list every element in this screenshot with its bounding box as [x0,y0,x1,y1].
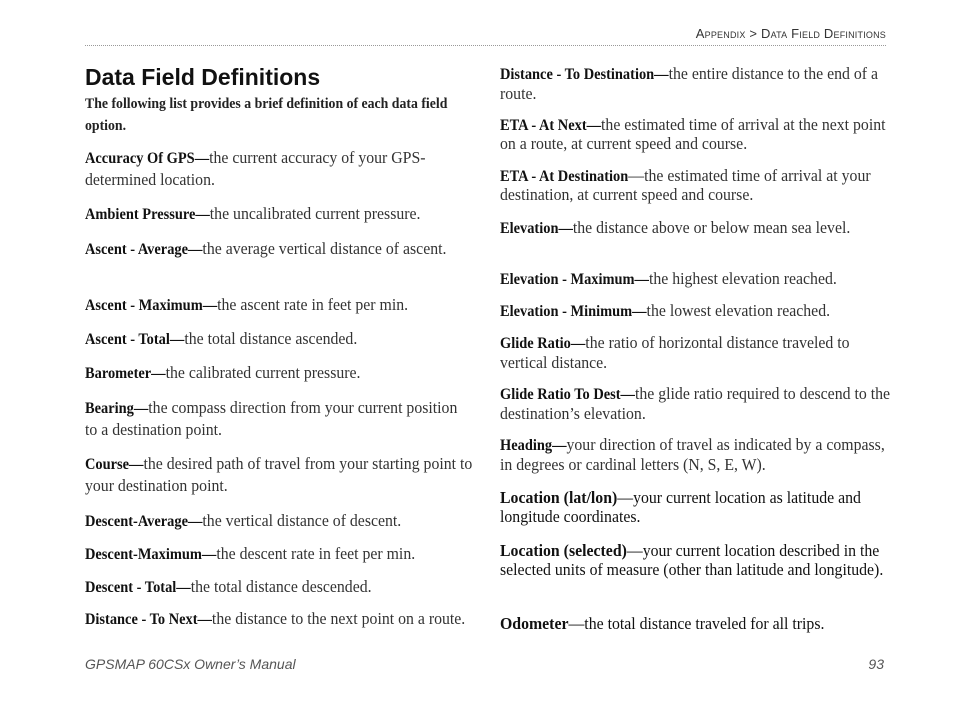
definition-text: the total distance ascended. [184,329,358,348]
definition-term: Location (selected) [500,541,627,560]
definition-entry [85,397,475,440]
running-header-breadcrumb: Appendix > Data Field Definitions [695,26,886,41]
definition-term: Ambient Pressure— [85,206,210,223]
definition-term: Heading— [500,437,567,454]
definition-text: the uncalibrated current pressure. [209,204,421,223]
definition-entry [85,609,475,629]
definition-entry [85,147,475,190]
definition-entry [85,453,475,496]
definition-text: the distance above or below mean sea level. [572,218,851,237]
definition-text: the ratio of horizontal distance traveled to vertical distance. [500,333,850,372]
definition-term: Bearing— [85,400,149,417]
definition-entry [500,613,892,634]
definition-text: the lowest elevation reached. [646,301,831,320]
definition-entry [500,300,892,322]
footer-page-number: 93 [868,656,884,672]
definition-text: the desired path of travel from your starting point to your destination point. [85,454,473,495]
definition-entry [500,268,892,290]
definition-term: Ascent - Total— [85,331,185,348]
definition-text: —the estimated time of arrival at your destination, at current speed and course. [500,166,871,204]
definition-entry [500,333,892,372]
page-title: Data Field Definitions [85,64,321,90]
definition-text: the compass direction from your current position to a destination point. [85,398,458,439]
definition-entry [500,435,892,474]
definition-text: the distance to the next point on a route. [211,609,466,628]
definition-text: the current accuracy of your GPS-determined location. [85,148,426,189]
footer-manual-title: GPSMAP 60CSx Owner’s Manual [85,656,296,672]
definition-text: the calibrated current pressure. [165,363,361,382]
header-divider [85,45,886,46]
definition-entry [85,238,475,260]
definition-term: Ascent - Maximum— [85,297,218,314]
definition-entry [500,64,892,103]
definition-entry [500,167,892,204]
definition-entry [500,218,892,238]
definition-entry [85,203,475,225]
definition-text: the entire distance to the end of a route. [500,64,879,103]
definition-term: Elevation— [500,220,573,237]
definition-term: Distance - To Next— [85,611,212,628]
definition-entry [85,576,475,598]
definition-entry [85,543,475,565]
definition-text: the glide ratio required to descend to the destination’s elevation. [500,384,891,423]
definition-entry [500,384,892,423]
definition-term: Distance - To Destination— [500,66,669,83]
definition-entry [500,541,892,579]
definition-text: the highest elevation reached. [648,269,837,288]
definition-term: Ascent - Average— [85,241,203,258]
definition-text: —the total distance traveled for all trips. [568,614,825,633]
definition-text: your direction of travel as indicated by a compass, in degrees or cardinal letters (N, S, E, W). [500,435,885,474]
definition-term: Glide Ratio— [500,335,586,352]
definition-text: the ascent rate in feet per min. [217,295,409,314]
definition-term: Accuracy Of GPS— [85,150,210,167]
definition-text: the total distance descended. [190,577,372,596]
intro-paragraph: The following list provides a brief definition of each data field option. [85,96,448,134]
definition-term: ETA - At Next— [500,117,602,134]
definition-entry [85,294,475,316]
definition-term: ETA - At Destination [500,168,629,185]
definition-entry [85,510,475,532]
definition-text: the descent rate in feet per min. [216,544,416,563]
definition-term: Elevation - Maximum— [500,271,649,288]
definition-text: the estimated time of arrival at the next point on a route, at current speed and course. [500,115,886,153]
definition-term: Descent - Total— [85,579,191,596]
definition-term: Elevation - Minimum— [500,303,647,320]
definition-term: Glide Ratio To Dest— [500,386,635,403]
definition-term: Descent-Maximum— [85,546,217,563]
definition-term: Location (lat/lon) [500,488,618,507]
definition-term: Odometer [500,614,569,633]
definition-entry [85,362,475,384]
definition-term: Descent-Average— [85,513,203,530]
definition-entry [500,488,892,526]
definition-entry [500,116,892,153]
definition-text: —your current location described in the selected units of measure (other than latitude and longitude). [500,541,884,579]
definition-text: —your current location as latitude and longitude coordinates. [500,488,861,526]
definition-term: Barometer— [85,365,166,382]
definition-text: the average vertical distance of ascent. [202,239,447,258]
definition-term: Course— [85,456,144,473]
definition-text: the vertical distance of descent. [202,511,402,530]
definition-entry [85,328,475,350]
